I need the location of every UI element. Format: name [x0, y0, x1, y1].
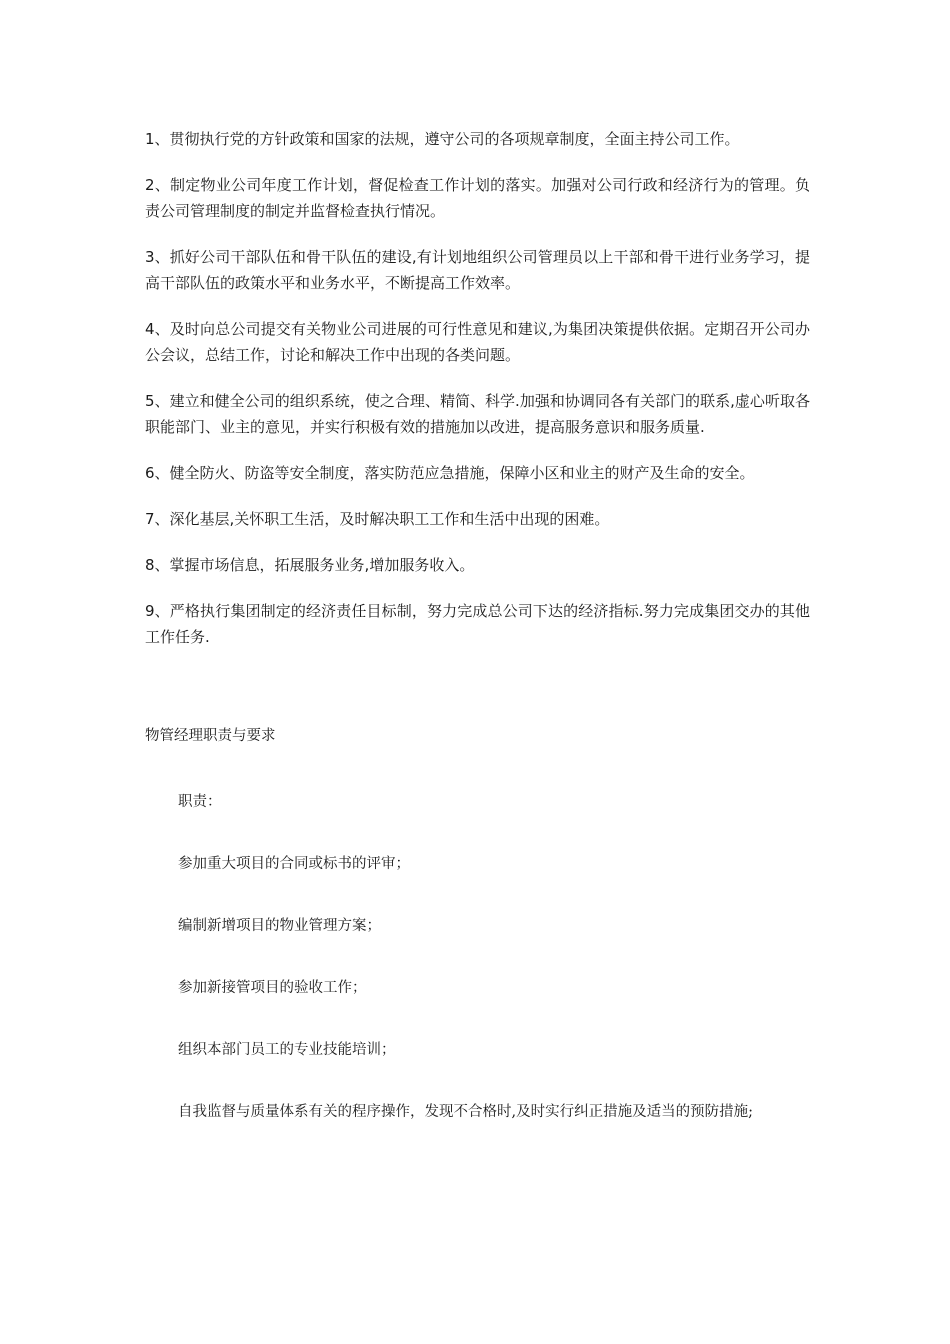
duty-item: 编制新增项目的物业管理方案；: [178, 918, 381, 934]
list-item: 7、深化基层,关怀职工生活，及时解决职工工作和生活中出现的困难。: [145, 510, 610, 528]
list-item: 4、及时向总公司提交有关物业公司进展的可行性意见和建议,为集团决策提供依据。定期召开公司办公会议，总结工作，讨论和解决工作中出现的各类问题。: [145, 320, 810, 364]
duties-block: [145, 789, 810, 1174]
list-item: 2、制定物业公司年度工作计划，督促检查工作计划的落实。加强对公司行政和经济行为的管理。负责公司管理制度的制定并监督检查执行情况。: [145, 176, 810, 220]
list-item: 3、抓好公司干部队伍和骨干队伍的建设,有计划地组织公司管理员以上干部和骨干进行业务学习，提高干部队伍的政策水平和业务水平，不断提高工作效率。: [145, 248, 810, 292]
list-item: 5、建立和健全公司的组织系统，使之合理、精简、科学.加强和协调同各有关部门的联系,虚心听取各职能部门、业主的意见，并实行积极有效的措施加以改进，提高服务意识和服务质量.: [145, 392, 810, 436]
list-item: 9、严格执行集团制定的经济责任目标制，努力完成总公司下达的经济指标.努力完成集团交办的其他工作任务.: [145, 602, 810, 646]
duties-heading: 职责：: [178, 794, 222, 810]
duty-item: 参加新接管项目的验收工作；: [178, 980, 367, 996]
list-item: 1、贯彻执行党的方针政策和国家的法规，遵守公司的各项规章制度，全面主持公司工作。: [145, 130, 740, 148]
duty-item: 参加重大项目的合同或标书的评审；: [178, 856, 410, 872]
responsibility-list: [145, 126, 810, 670]
section-title: 物管经理职责与要求: [145, 728, 276, 744]
list-item: 8、掌握市场信息，拓展服务业务,增加服务收入。: [145, 556, 475, 574]
duty-item: 自我监督与质量体系有关的程序操作，发现不合格时,及时实行纠正措施及适当的预防措施;: [178, 1104, 753, 1120]
duty-item: 组织本部门员工的专业技能培训；: [178, 1042, 396, 1058]
list-item: 6、健全防火、防盗等安全制度，落实防范应急措施，保障小区和业主的财产及生命的安全。: [145, 464, 755, 482]
